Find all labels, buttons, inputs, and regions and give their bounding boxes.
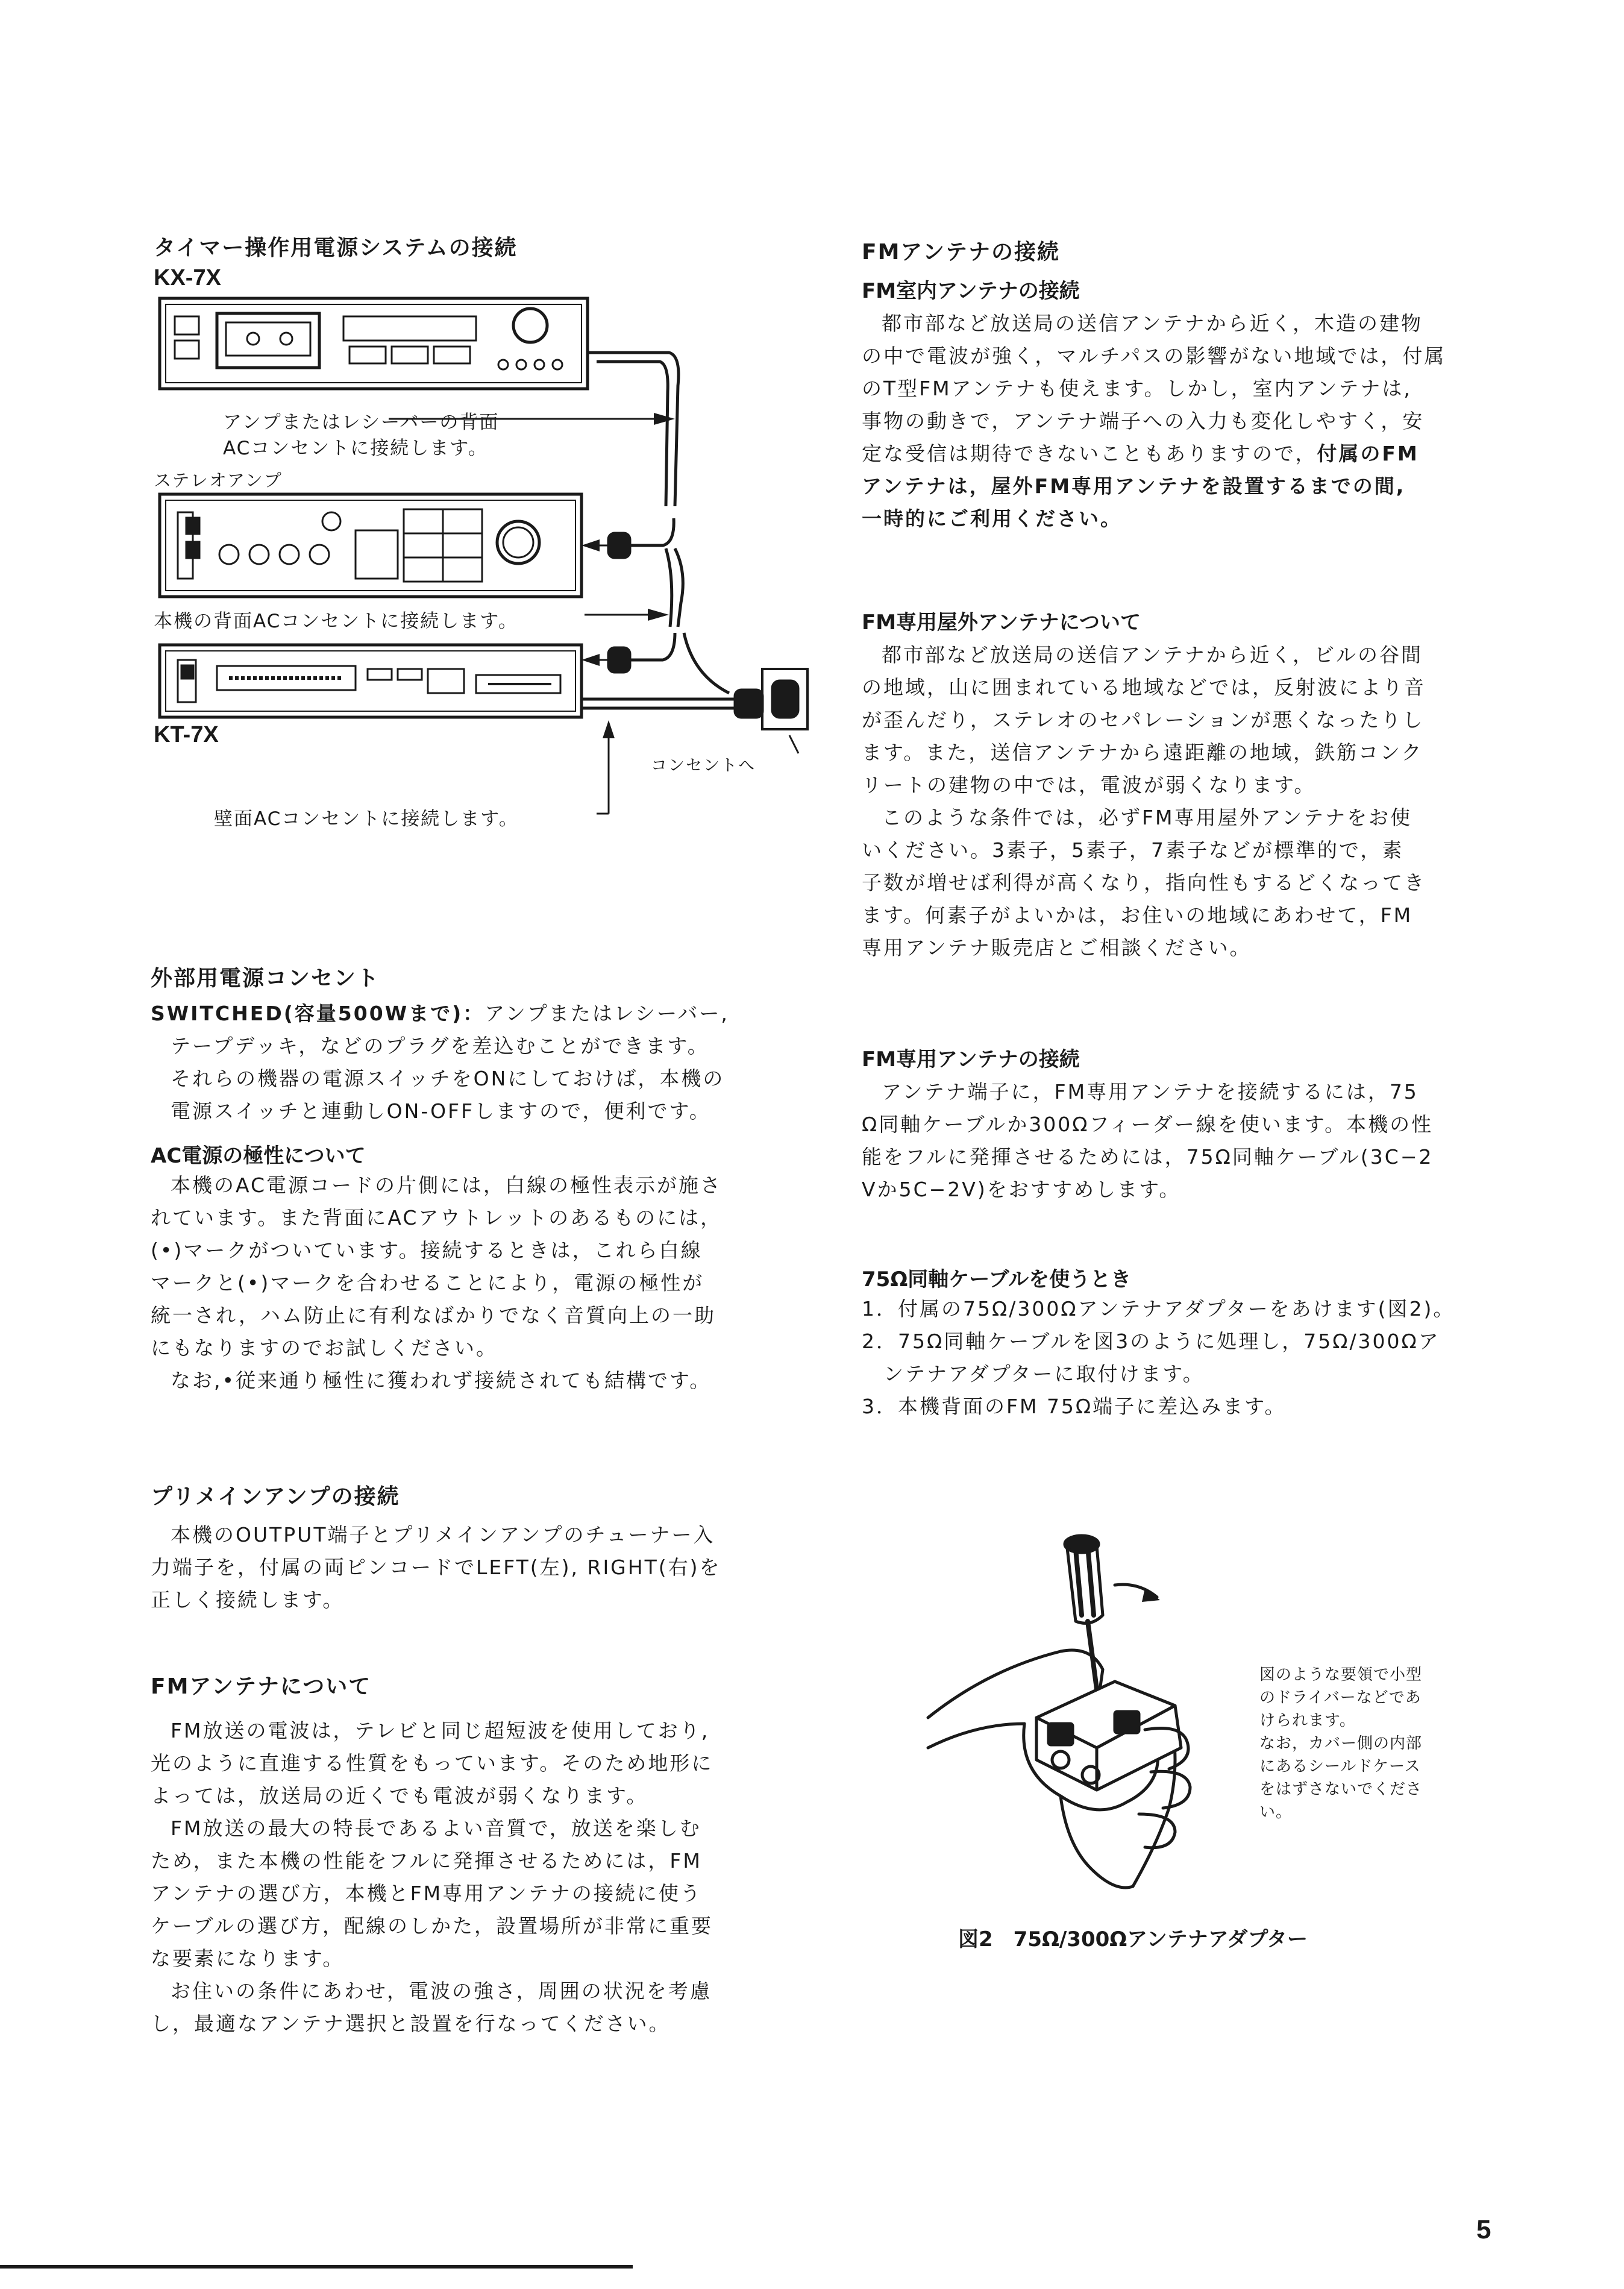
- outdoor-line: 子数が増せば利得が高くなり，指向性もするどくなってき: [862, 871, 1426, 894]
- fm-indoor-line: 都市部など放送局の送信アンテナから近く，木造の建物: [882, 312, 1423, 335]
- coax-step: 3．本機背面のFM 75Ω端子に差込みます。: [862, 1395, 1287, 1418]
- label-amp-ac: アンプまたはレシーバーの背面: [223, 412, 500, 433]
- dedicated-body: [862, 1076, 1531, 1206]
- fm-indoor-body: [862, 307, 1531, 535]
- fm-indoor-bold: 付属のFM: [1317, 442, 1419, 465]
- figure-note-line: をはずさないでくださ: [1259, 1780, 1423, 1798]
- fm-about-line: ケーブルの選び方，配線のしかた，設置場所が非常に重要: [151, 1914, 713, 1938]
- timer-heading: タイマー操作用電源システムの接続: [154, 236, 518, 260]
- coax-step: 1．付属の75Ω/300Ωアンテナアダプターをあけます(図2)。: [862, 1297, 1455, 1320]
- dedicated-heading: FM専用アンテナの接続: [862, 1047, 1080, 1072]
- fm-about-heading: FMアンテナについて: [151, 1674, 372, 1699]
- fm-about-line: よっては，放送局の近くでも電波が弱くなります。: [151, 1784, 648, 1807]
- outdoor-line: リートの建物の中では，電波が弱くなります。: [862, 773, 1316, 797]
- polarity-heading: AC電源の極性について: [151, 1144, 366, 1168]
- model-kx7x: KX-7X: [154, 265, 221, 290]
- outdoor-line: の地域，山に囲まれている地域などでは，反射波により音: [862, 676, 1426, 699]
- fm-indoor-subheading: FM室内アンテナの接続: [862, 279, 1080, 303]
- label-amp-ac-2: ACコンセントに接続します。: [223, 438, 488, 459]
- fm-about-line: 光のように直進する性質をもっています。そのため地形に: [151, 1751, 713, 1775]
- switched-line-2: テープデッキ，などのプラグを差込むことができます。: [171, 1034, 709, 1058]
- premain-line: 本機のOUTPUT端子とプリメインアンプのチューナー入: [171, 1523, 715, 1546]
- outdoor-line: ます。何素子がよいかは，お住いの地域にあわせて，FM: [862, 903, 1413, 927]
- page-number: 5: [1476, 2215, 1491, 2244]
- premain-line: 力端子を，付属の両ピンコードでLEFT(左), RIGHT(右)を: [151, 1556, 721, 1579]
- outdoor-line: いください。3素子，5素子，7素子などが標準的で，素: [862, 838, 1404, 862]
- outdoor-heading: FM専用屋外アンテナについて: [862, 611, 1141, 635]
- fm-about-body: [151, 1715, 807, 2040]
- premain-heading: プリメインアンプの接続: [151, 1484, 400, 1509]
- fm-connect-heading: FMアンテナの接続: [862, 240, 1060, 265]
- premain-line: 正しく接続します。: [151, 1588, 345, 1612]
- label-rear-ac: 本機の背面ACコンセントに接続します。: [154, 611, 518, 632]
- coax-step: ンテナアダプターに取付けます。: [862, 1362, 1205, 1386]
- outdoor-line: このような条件では，必ずFM専用屋外アンテナをお使: [882, 806, 1412, 829]
- fm-indoor-line: のT型FMアンテナも使えます。しかし，室内アンテナは,: [862, 377, 1412, 400]
- outdoor-line: 都市部など放送局の送信アンテナから近く，ビルの谷間: [882, 643, 1423, 667]
- label-wall-ac: 壁面ACコンセントに接続します。: [214, 808, 519, 830]
- fm-indoor-line: 事物の動きで，アンテナ端子への入力も変化しやすく，安: [862, 409, 1425, 433]
- coax-step: 2．75Ω同軸ケーブルを図3のように処理し，75Ω/300Ωア: [862, 1330, 1440, 1353]
- fm-about-line: ため，また本機の性能をフルに発揮させるためには，FM: [151, 1849, 702, 1873]
- switched-line-3: それらの機器の電源スイッチをONにしておけば，本機の: [171, 1067, 725, 1090]
- dedicated-line: Vか5C−2V)をおすすめします。: [862, 1178, 1181, 1201]
- outdoor-line: ます。また，送信アンテナから遠距離の地域，鉄筋コンク: [862, 741, 1423, 764]
- label-outlet: コンセントへ: [651, 756, 756, 775]
- figure-note-line: のドライバーなどであ: [1259, 1689, 1422, 1707]
- fm-about-line: し，最適なアンテナ選択と設置を行なってください。: [151, 2012, 671, 2035]
- switched-line-4: 電源スイッチと連動しON-OFFしますので，便利です。: [171, 1099, 711, 1123]
- fm-about-line: アンテナの選び方，本機とFM専用アンテナの接続に使う: [151, 1882, 702, 1905]
- scan-edge-line: [0, 2265, 633, 2269]
- figure-caption: 図2 75Ω/300Ωアンテナアダプター: [958, 1927, 1308, 1951]
- polarity-line: 統一され，ハム防止に有利なばかりでなく音質向上の一助: [151, 1304, 716, 1327]
- fm-about-line: お住いの条件にあわせ，電波の強さ，周囲の状況を考慮: [171, 1979, 712, 2003]
- polarity-line: (•)マークがついています。接続するときは，これら白線: [151, 1239, 703, 1262]
- polarity-line: にもなりますのでお試しください。: [151, 1336, 498, 1360]
- switched-label: SWITCHED(容量500Wまで)：: [151, 1002, 485, 1025]
- polarity-line: れています。また背面にACアウトレットのあるものには，: [151, 1206, 723, 1229]
- fm-indoor-line: 定な受信は期待できないこともありますので，: [862, 442, 1317, 465]
- polarity-line: マークと(•)マークを合わせることにより，電源の極性が: [151, 1271, 704, 1295]
- fm-indoor-line: の中で電波が強く，マルチパスの影響がない地域では，付属: [862, 344, 1446, 368]
- outdoor-body: [862, 639, 1531, 964]
- fm-indoor-bold-line-3: 一時的にご利用ください。: [862, 507, 1122, 530]
- polarity-line: 本機のAC電源コードの片側には，白線の極性表示が施さ: [171, 1173, 723, 1197]
- coax-steps: [862, 1293, 1531, 1423]
- figure-note: [1259, 1663, 1525, 1824]
- fm-about-line: FM放送の電波は，テレビと同じ超短波を使用しており,: [171, 1719, 710, 1742]
- figure-note-line: い。: [1259, 1803, 1293, 1821]
- antenna-adapter-illustration: [916, 1531, 1253, 1904]
- dedicated-line: 能をフルに発揮させるためには，75Ω同軸ケーブル(3C−2: [862, 1145, 1434, 1169]
- figure-note-line: けられます。: [1259, 1712, 1356, 1730]
- dedicated-line: Ω同軸ケーブルか300Ωフィーダー線を使います。本機の性: [862, 1113, 1434, 1136]
- external-outlet-heading: 外部用電源コンセント: [151, 966, 380, 991]
- label-stereo-amp: ステレオアンプ: [154, 470, 283, 491]
- premain-body: [151, 1519, 801, 1616]
- fm-about-line: な要素になります。: [151, 1947, 345, 1970]
- model-kt7x: KT-7X: [154, 722, 219, 747]
- coax-heading: 75Ω同軸ケーブルを使うとき: [862, 1267, 1132, 1292]
- switched-line-1: アンプまたはレシーバー,: [484, 1002, 729, 1025]
- dedicated-line: アンテナ端子に，FM専用アンテナを接続するには，75: [882, 1080, 1419, 1104]
- figure-note-line: 図のような要領で小型: [1259, 1666, 1423, 1684]
- fm-indoor-bold-line-2: アンテナは，屋外FM専用アンテナを設置するまでの間,: [862, 474, 1406, 498]
- polarity-body: [151, 1169, 801, 1397]
- fm-about-line: FM放送の最大の特長であるよい音質で，放送を楽しむ: [171, 1816, 701, 1840]
- outdoor-line: 専用アンテナ販売店とご相談ください。: [862, 936, 1252, 959]
- polarity-line: なお,•従来通り極性に獲われず接続されても結構です。: [171, 1369, 712, 1392]
- external-outlet-body: [151, 997, 789, 1128]
- figure-note-line: にあるシールドケース: [1259, 1757, 1421, 1776]
- figure-note-line: なお，カバー側の内部: [1259, 1735, 1423, 1753]
- outdoor-line: が歪んだり，ステレオのセパレーションが悪くなったりし: [862, 708, 1425, 732]
